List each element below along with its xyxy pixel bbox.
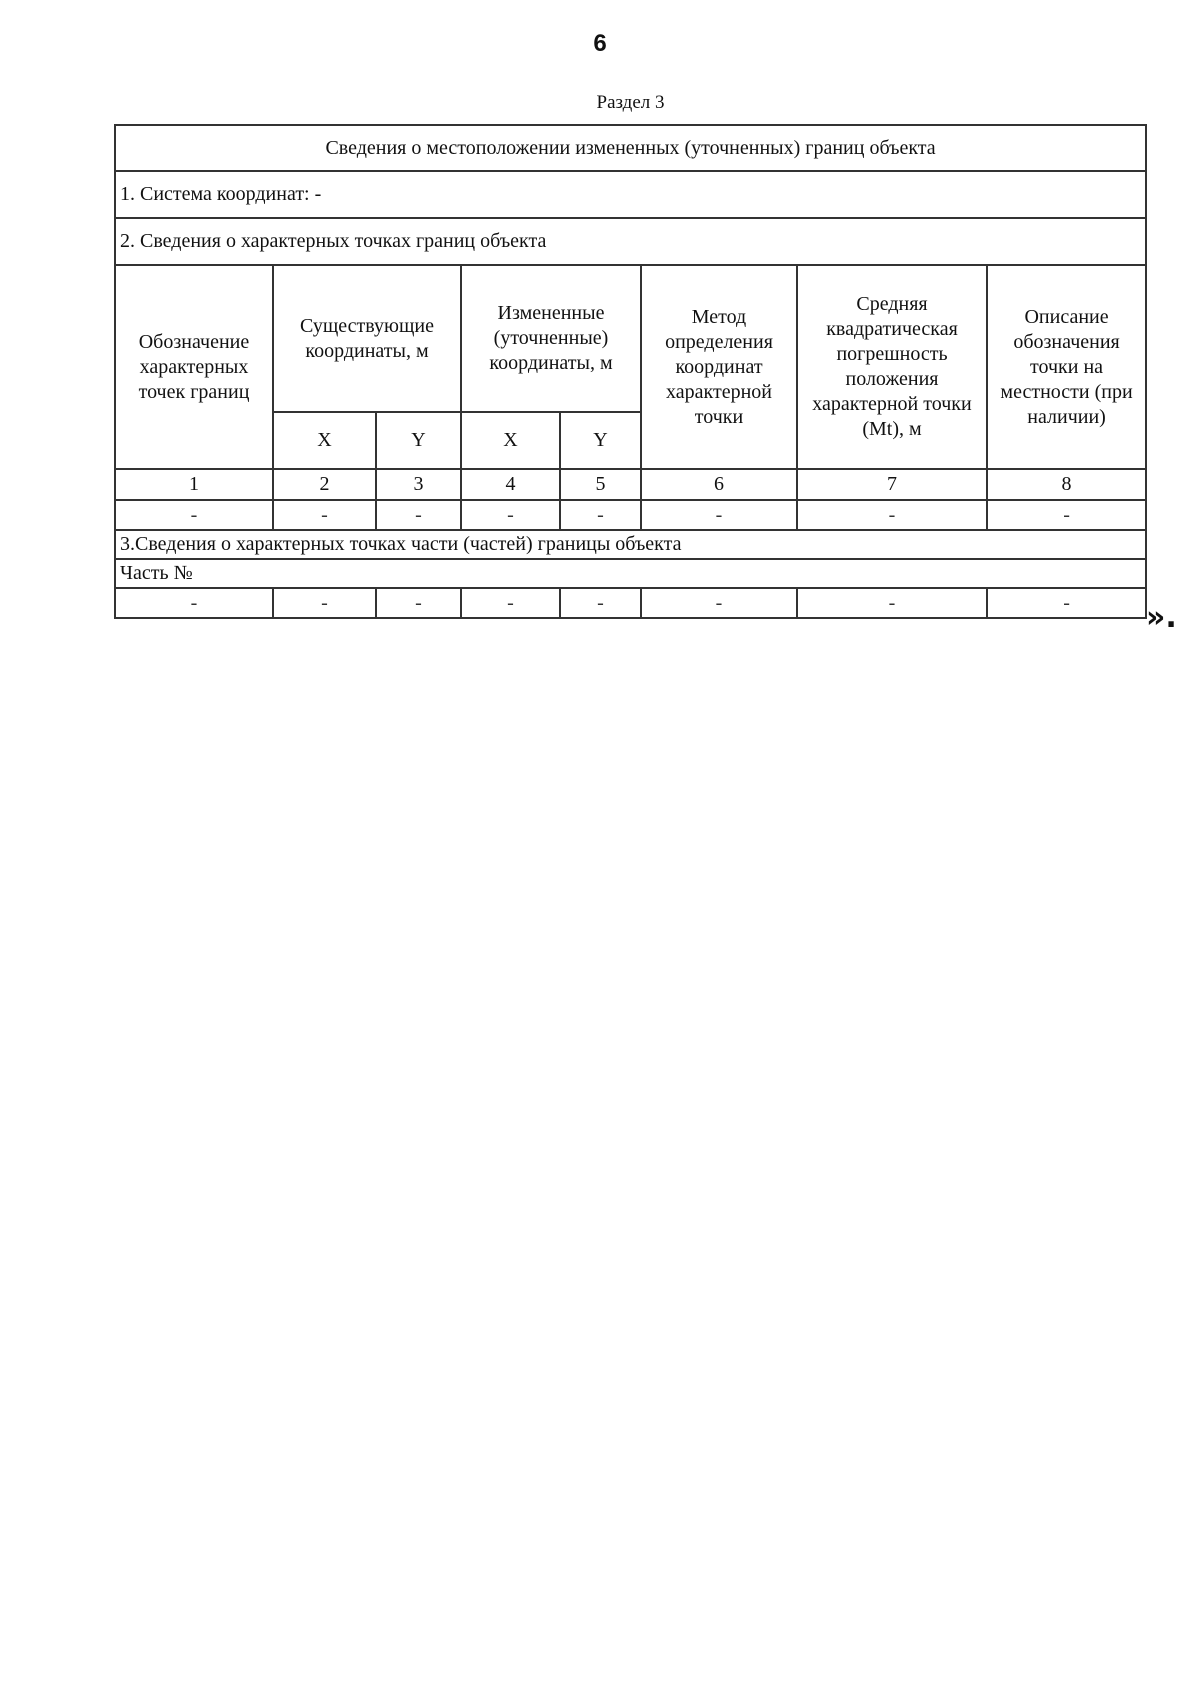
header-changed-coordinates: Измененные (уточненные) координаты, м bbox=[461, 265, 641, 412]
table-cell: - bbox=[641, 588, 797, 618]
column-number: 3 bbox=[376, 469, 461, 500]
table-cell: - bbox=[115, 588, 273, 618]
table-cell: - bbox=[273, 588, 376, 618]
header-existing-coordinates: Существующие координаты, м bbox=[273, 265, 461, 412]
header-method: Метод определения координат характерной точки bbox=[641, 265, 797, 469]
table-cell: - bbox=[461, 588, 560, 618]
table-cell: - bbox=[376, 500, 461, 530]
table-cell: - bbox=[987, 588, 1146, 618]
table-cell: - bbox=[461, 500, 560, 530]
table-cell: - bbox=[987, 500, 1146, 530]
table-row bbox=[115, 500, 1146, 530]
table-cell: - bbox=[560, 588, 641, 618]
table-cell: - bbox=[641, 500, 797, 530]
table-cell: - bbox=[797, 500, 987, 530]
column-number: 4 bbox=[461, 469, 560, 500]
header-description: Описание обозначения точки на местности (при наличии) bbox=[987, 265, 1146, 469]
parts-section-heading: 3.Сведения о характерных точках части (частей) границы объекта bbox=[115, 530, 1146, 559]
table-cell: - bbox=[115, 500, 273, 530]
table-title: Сведения о местоположении измененных (уточненных) границ объекта bbox=[115, 125, 1146, 171]
column-number: 1 bbox=[115, 469, 273, 500]
column-number: 5 bbox=[560, 469, 641, 500]
column-number: 7 bbox=[797, 469, 987, 500]
table-cell: - bbox=[560, 500, 641, 530]
header-changed-y: Y bbox=[560, 412, 641, 469]
column-number: 2 bbox=[273, 469, 376, 500]
header-existing-y: Y bbox=[376, 412, 461, 469]
column-number: 8 bbox=[987, 469, 1146, 500]
header-mean-error: Средняя квадратическая погрешность положения характерной точки (Mt), м bbox=[797, 265, 987, 469]
part-number-label: Часть № bbox=[115, 559, 1146, 588]
header-changed-x: X bbox=[461, 412, 560, 469]
header-existing-x: X bbox=[273, 412, 376, 469]
table-row bbox=[115, 588, 1146, 618]
column-number: 6 bbox=[641, 469, 797, 500]
column-number-row bbox=[115, 469, 1146, 500]
table-cell: - bbox=[797, 588, 987, 618]
points-section-heading: 2. Сведения о характерных точках границ объекта bbox=[115, 218, 1146, 265]
section-label: Раздел 3 bbox=[596, 92, 665, 113]
header-point-designation: Обозначение характерных точек границ bbox=[115, 265, 273, 469]
coordinate-system-row: 1. Система координат: - bbox=[115, 171, 1146, 218]
closing-quote-mark: ». bbox=[1146, 600, 1177, 635]
table-cell: - bbox=[273, 500, 376, 530]
boundary-points-table bbox=[114, 124, 1147, 619]
table-cell: - bbox=[376, 588, 461, 618]
page-number: 6 bbox=[593, 30, 607, 57]
